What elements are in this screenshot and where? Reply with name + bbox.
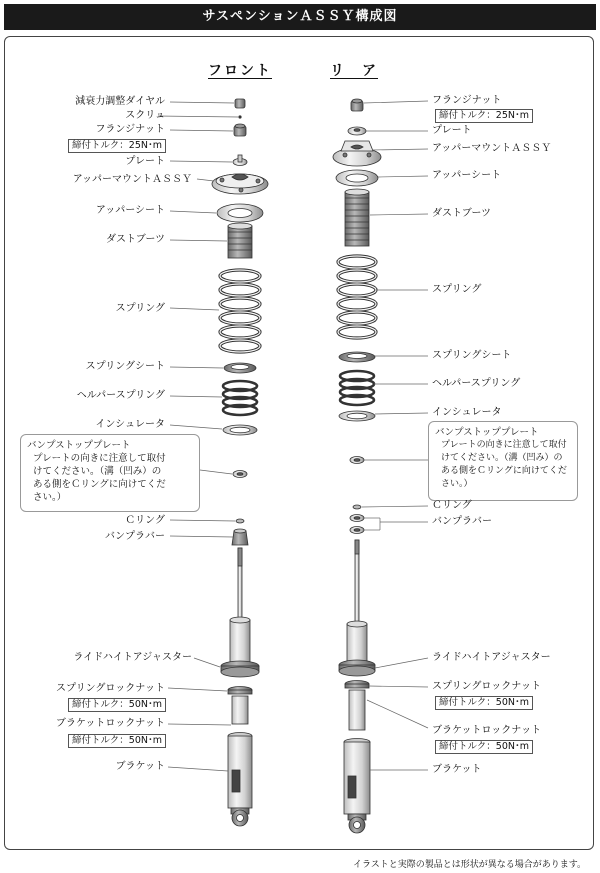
front-label-upper-seat: アッパーシート bbox=[95, 205, 165, 216]
rear-label-spring-lock-nut: スプリングロックナット bbox=[432, 681, 541, 692]
front-bump-stop-note-box bbox=[20, 434, 200, 512]
rear-bump-stop-plate-title: バンプストッププレート bbox=[435, 427, 539, 438]
rear-label-upper-seat: アッパーシート bbox=[432, 170, 502, 181]
rear-label-bracket-lock-nut: ブラケットロックナット bbox=[432, 725, 542, 736]
rear-label-ride-height-adjuster: ライドハイトアジャスター bbox=[432, 652, 551, 663]
front-flange-nut-torque: 締付トルク：25N･m bbox=[68, 139, 166, 153]
rear-spring-lock-nut-torque: 締付トルク：50N･m bbox=[435, 696, 533, 710]
front-assembly bbox=[212, 99, 268, 826]
rear-bump-stop-note-box bbox=[428, 421, 578, 501]
rear-dust-boot-part bbox=[345, 189, 369, 246]
rear-label-c-ring: Ｃリング bbox=[432, 500, 472, 511]
front-label-bracket: ブラケット bbox=[115, 761, 165, 772]
front-label-spring-seat: スプリングシート bbox=[85, 361, 165, 372]
front-dust-boot-part bbox=[228, 223, 252, 258]
front-spring-seat-part bbox=[224, 363, 256, 373]
rear-helper-spring-part bbox=[340, 371, 374, 405]
front-label-spring-lock-nut: スプリングロックナット bbox=[56, 683, 165, 694]
rear-flange-nut-torque: 締付トルク：25N･m bbox=[435, 109, 533, 123]
rear-plate-part bbox=[348, 127, 366, 135]
front-bracket-lock-nut-torque: 締付トルク：50N･m bbox=[68, 734, 166, 748]
front-plate-part bbox=[233, 155, 247, 166]
rear-label-upper-mount: アッパーマウントＡＳＳＹ bbox=[432, 143, 552, 154]
front-label-upper-mount: アッパーマウントＡＳＳＹ bbox=[72, 174, 192, 185]
rear-label-dust-boot: ダストブーツ bbox=[432, 208, 491, 219]
rear-thread-body-part bbox=[349, 690, 365, 730]
rear-label-flange-nut: フランジナット bbox=[432, 95, 502, 106]
front-ride-height-adjuster-part bbox=[221, 661, 259, 677]
front-helper-spring-part bbox=[223, 381, 257, 415]
front-bump-rubber-part bbox=[232, 529, 248, 545]
rear-c-ring-part bbox=[353, 505, 361, 509]
front-flange-nut-part bbox=[234, 124, 246, 136]
rear-bump-stop-note-text: プレートの向きに注意して取付 けてください。（溝（凹み）の ある側をＣリングに向けてくだ さい。） bbox=[441, 440, 567, 489]
front-insulator-part bbox=[223, 425, 257, 435]
rear-label-bump-rubber: バンプラバー bbox=[432, 516, 492, 527]
rear-spring-seat-part bbox=[339, 352, 375, 362]
rear-bracket-lock-nut-torque: 締付トルク：50N･m bbox=[435, 740, 533, 754]
front-label-plate: プレート bbox=[125, 156, 165, 167]
rear-insulator-part bbox=[339, 411, 375, 421]
front-column-header: フロント bbox=[208, 63, 272, 79]
front-label-helper-spring: ヘルパースプリング bbox=[76, 390, 165, 401]
rear-assembly bbox=[333, 99, 381, 833]
front-spring-lock-nut-part bbox=[228, 687, 252, 695]
front-c-ring-part bbox=[236, 519, 244, 523]
rear-damper-body-part bbox=[347, 621, 367, 664]
rear-label-bracket: ブラケット bbox=[432, 764, 482, 775]
front-label-ride-height-adjuster: ライドハイトアジャスター bbox=[73, 652, 192, 663]
rear-flange-nut-part bbox=[351, 99, 363, 111]
rear-label-spring-seat: スプリングシート bbox=[432, 350, 512, 361]
front-label-flange-nut: フランジナット bbox=[95, 124, 165, 135]
front-screw-part bbox=[239, 116, 241, 118]
rear-label-helper-spring: ヘルパースプリング bbox=[432, 378, 521, 389]
rear-upper-mount-part bbox=[333, 141, 381, 166]
front-label-spring: スプリング bbox=[115, 303, 165, 314]
rear-ride-height-adjuster-part bbox=[339, 660, 375, 676]
rear-upper-seat-part bbox=[336, 170, 378, 186]
front-upper-seat-part bbox=[217, 204, 263, 222]
front-piston-rod-part bbox=[238, 548, 242, 620]
front-label-dust-boot: ダストブーツ bbox=[106, 234, 165, 245]
rear-label-plate: プレート bbox=[432, 125, 472, 136]
front-bump-stop-plate-title: バンプストッププレート bbox=[27, 440, 131, 451]
rear-piston-rod-part bbox=[355, 540, 359, 624]
front-damper-body-part bbox=[230, 617, 250, 664]
rear-label-spring: スプリング bbox=[432, 284, 482, 295]
front-bump-stop-note-text: プレートの向きに注意して取付 けてください。（溝（凹み）の ある側をＣリングに向けてくだ さい。） bbox=[33, 453, 166, 503]
front-thread-body-part bbox=[232, 696, 248, 724]
page-title: サスペンションＡＳＳＹ構成図 bbox=[4, 4, 596, 30]
footnote: イラストと実際の製品とは形状が異なる場合があります。 bbox=[352, 860, 586, 870]
front-label-c-ring: Ｃリング bbox=[125, 515, 165, 526]
front-label-damping-dial: 減衰力調整ダイヤル bbox=[75, 96, 165, 107]
rear-bracket-part bbox=[344, 739, 370, 834]
front-upper-mount-part bbox=[212, 174, 268, 194]
front-label-bump-rubber: バンプラバー bbox=[105, 531, 165, 542]
front-spring-lock-nut-torque: 締付トルク：50N･m bbox=[68, 698, 166, 712]
rear-label-insulator: インシュレータ bbox=[432, 407, 502, 418]
front-damping-dial-part bbox=[235, 99, 245, 108]
front-bracket-part bbox=[228, 733, 252, 827]
front-label-bracket-lock-nut: ブラケットロックナット bbox=[55, 718, 165, 729]
rear-column-header: リ ア bbox=[330, 63, 378, 79]
rear-bump-rubber-part bbox=[350, 515, 364, 534]
front-label-insulator: インシュレータ bbox=[95, 419, 165, 430]
front-label-screw: スクリュ bbox=[125, 110, 165, 121]
front-bump-stop-plate-part bbox=[233, 471, 247, 478]
rear-bump-stop-plate-part bbox=[350, 457, 364, 464]
rear-spring-lock-nut-part bbox=[345, 681, 369, 689]
